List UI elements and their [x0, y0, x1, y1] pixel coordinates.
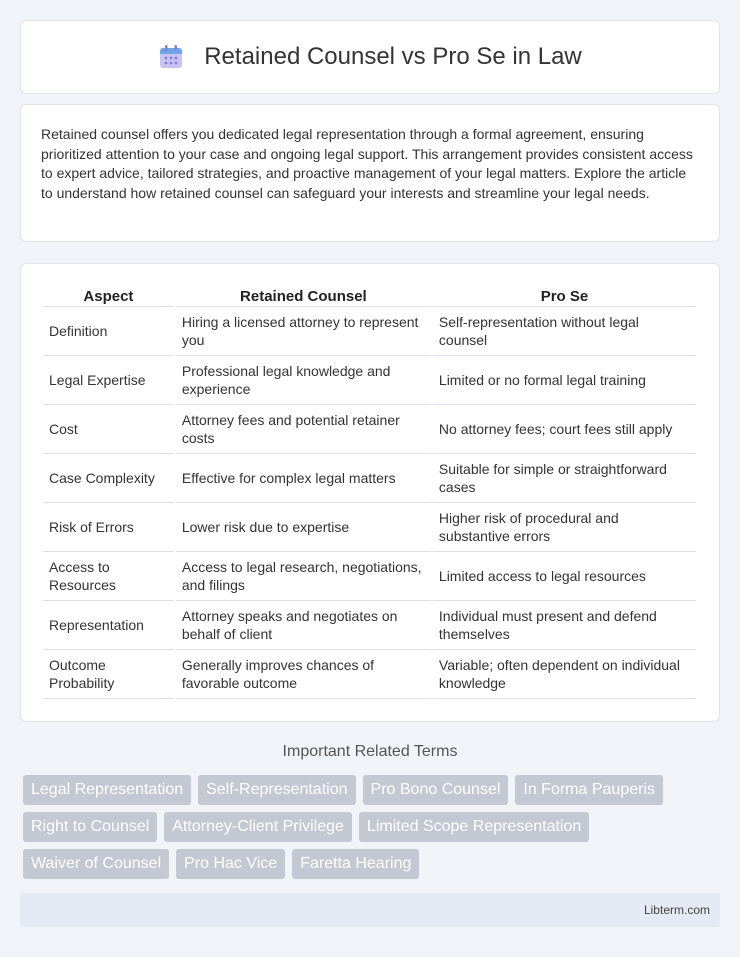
table-row	[43, 307, 696, 356]
retained-counsel-cell: Professional legal knowledge and experience	[176, 356, 431, 405]
column-header-pro-se: Pro Se	[433, 286, 696, 307]
related-terms-tags	[23, 775, 703, 886]
column-header-retained-counsel: Retained Counsel	[176, 286, 431, 307]
calendar-icon	[158, 44, 184, 70]
tag-row	[23, 849, 703, 879]
tag-attorney-client-privilege[interactable]: Attorney-Client Privilege	[164, 812, 352, 842]
retained-counsel-cell: Effective for complex legal matters	[176, 454, 431, 503]
tag-limited-scope-representation[interactable]: Limited Scope Representation	[359, 812, 589, 842]
retained-counsel-cell: Attorney speaks and negotiates on behalf of client	[176, 601, 431, 650]
pro-se-cell: Higher risk of procedural and substantive errors	[433, 503, 696, 552]
retained-counsel-cell: Generally improves chances of favorable outcome	[176, 650, 431, 699]
pro-se-cell: Suitable for simple or straightforward cases	[433, 454, 696, 503]
table-row	[43, 405, 696, 454]
intro-card	[20, 104, 720, 242]
intro-text: Retained counsel offers you dedicated legal representation through a formal agreement, ensuring prioritized attention to your case and ongoing legal support. This arrangement provides consistent access to expert advice, tailored strategies, and proactive management of your legal matters. Explore the article to understand how retained counsel can safeguard your interests and streamline your legal needs.	[41, 126, 693, 201]
tag-faretta-hearing[interactable]: Faretta Hearing	[292, 849, 419, 879]
table-row	[43, 503, 696, 552]
aspect-cell: Outcome Probability	[43, 650, 174, 699]
table-row	[43, 552, 696, 601]
tag-row	[23, 812, 703, 842]
aspect-cell: Legal Expertise	[43, 356, 174, 405]
aspect-cell: Risk of Errors	[43, 503, 174, 552]
tag-in-forma-pauperis[interactable]: In Forma Pauperis	[515, 775, 663, 805]
retained-counsel-cell: Lower risk due to expertise	[176, 503, 431, 552]
retained-counsel-cell: Attorney fees and potential retainer costs	[176, 405, 431, 454]
comparison-table	[41, 286, 698, 699]
footer-site-link[interactable]: Libterm.com	[643, 903, 710, 917]
pro-se-cell: Self-representation without legal counsel	[433, 307, 696, 356]
pro-se-cell: Variable; often dependent on individual knowledge	[433, 650, 696, 699]
pro-se-cell: Limited or no formal legal training	[433, 356, 696, 405]
header-card	[20, 20, 720, 94]
aspect-cell: Definition	[43, 307, 174, 356]
tag-legal-representation[interactable]: Legal Representation	[23, 775, 191, 805]
aspect-cell: Access to Resources	[43, 552, 174, 601]
tag-pro-hac-vice[interactable]: Pro Hac Vice	[176, 849, 285, 879]
tag-pro-bono-counsel[interactable]: Pro Bono Counsel	[363, 775, 509, 805]
related-terms-title: Important Related Terms	[282, 743, 458, 760]
page-title: Retained Counsel vs Pro Se in Law	[204, 43, 582, 70]
retained-counsel-cell: Hiring a licensed attorney to represent you	[176, 307, 431, 356]
tag-row	[23, 775, 703, 805]
table-row	[43, 601, 696, 650]
footer	[20, 893, 720, 927]
aspect-cell: Cost	[43, 405, 174, 454]
pro-se-cell: Limited access to legal resources	[433, 552, 696, 601]
retained-counsel-cell: Access to legal research, negotiations, and filings	[176, 552, 431, 601]
table-row	[43, 356, 696, 405]
table-header-row	[43, 286, 696, 307]
tag-waiver-of-counsel[interactable]: Waiver of Counsel	[23, 849, 169, 879]
tag-right-to-counsel[interactable]: Right to Counsel	[23, 812, 157, 842]
column-header-aspect: Aspect	[43, 286, 174, 307]
pro-se-cell: Individual must present and defend themselves	[433, 601, 696, 650]
table-row	[43, 454, 696, 503]
aspect-cell: Case Complexity	[43, 454, 174, 503]
table-row	[43, 650, 696, 699]
pro-se-cell: No attorney fees; court fees still apply	[433, 405, 696, 454]
aspect-cell: Representation	[43, 601, 174, 650]
comparison-table-card	[20, 263, 720, 722]
tag-self-representation[interactable]: Self-Representation	[198, 775, 355, 805]
